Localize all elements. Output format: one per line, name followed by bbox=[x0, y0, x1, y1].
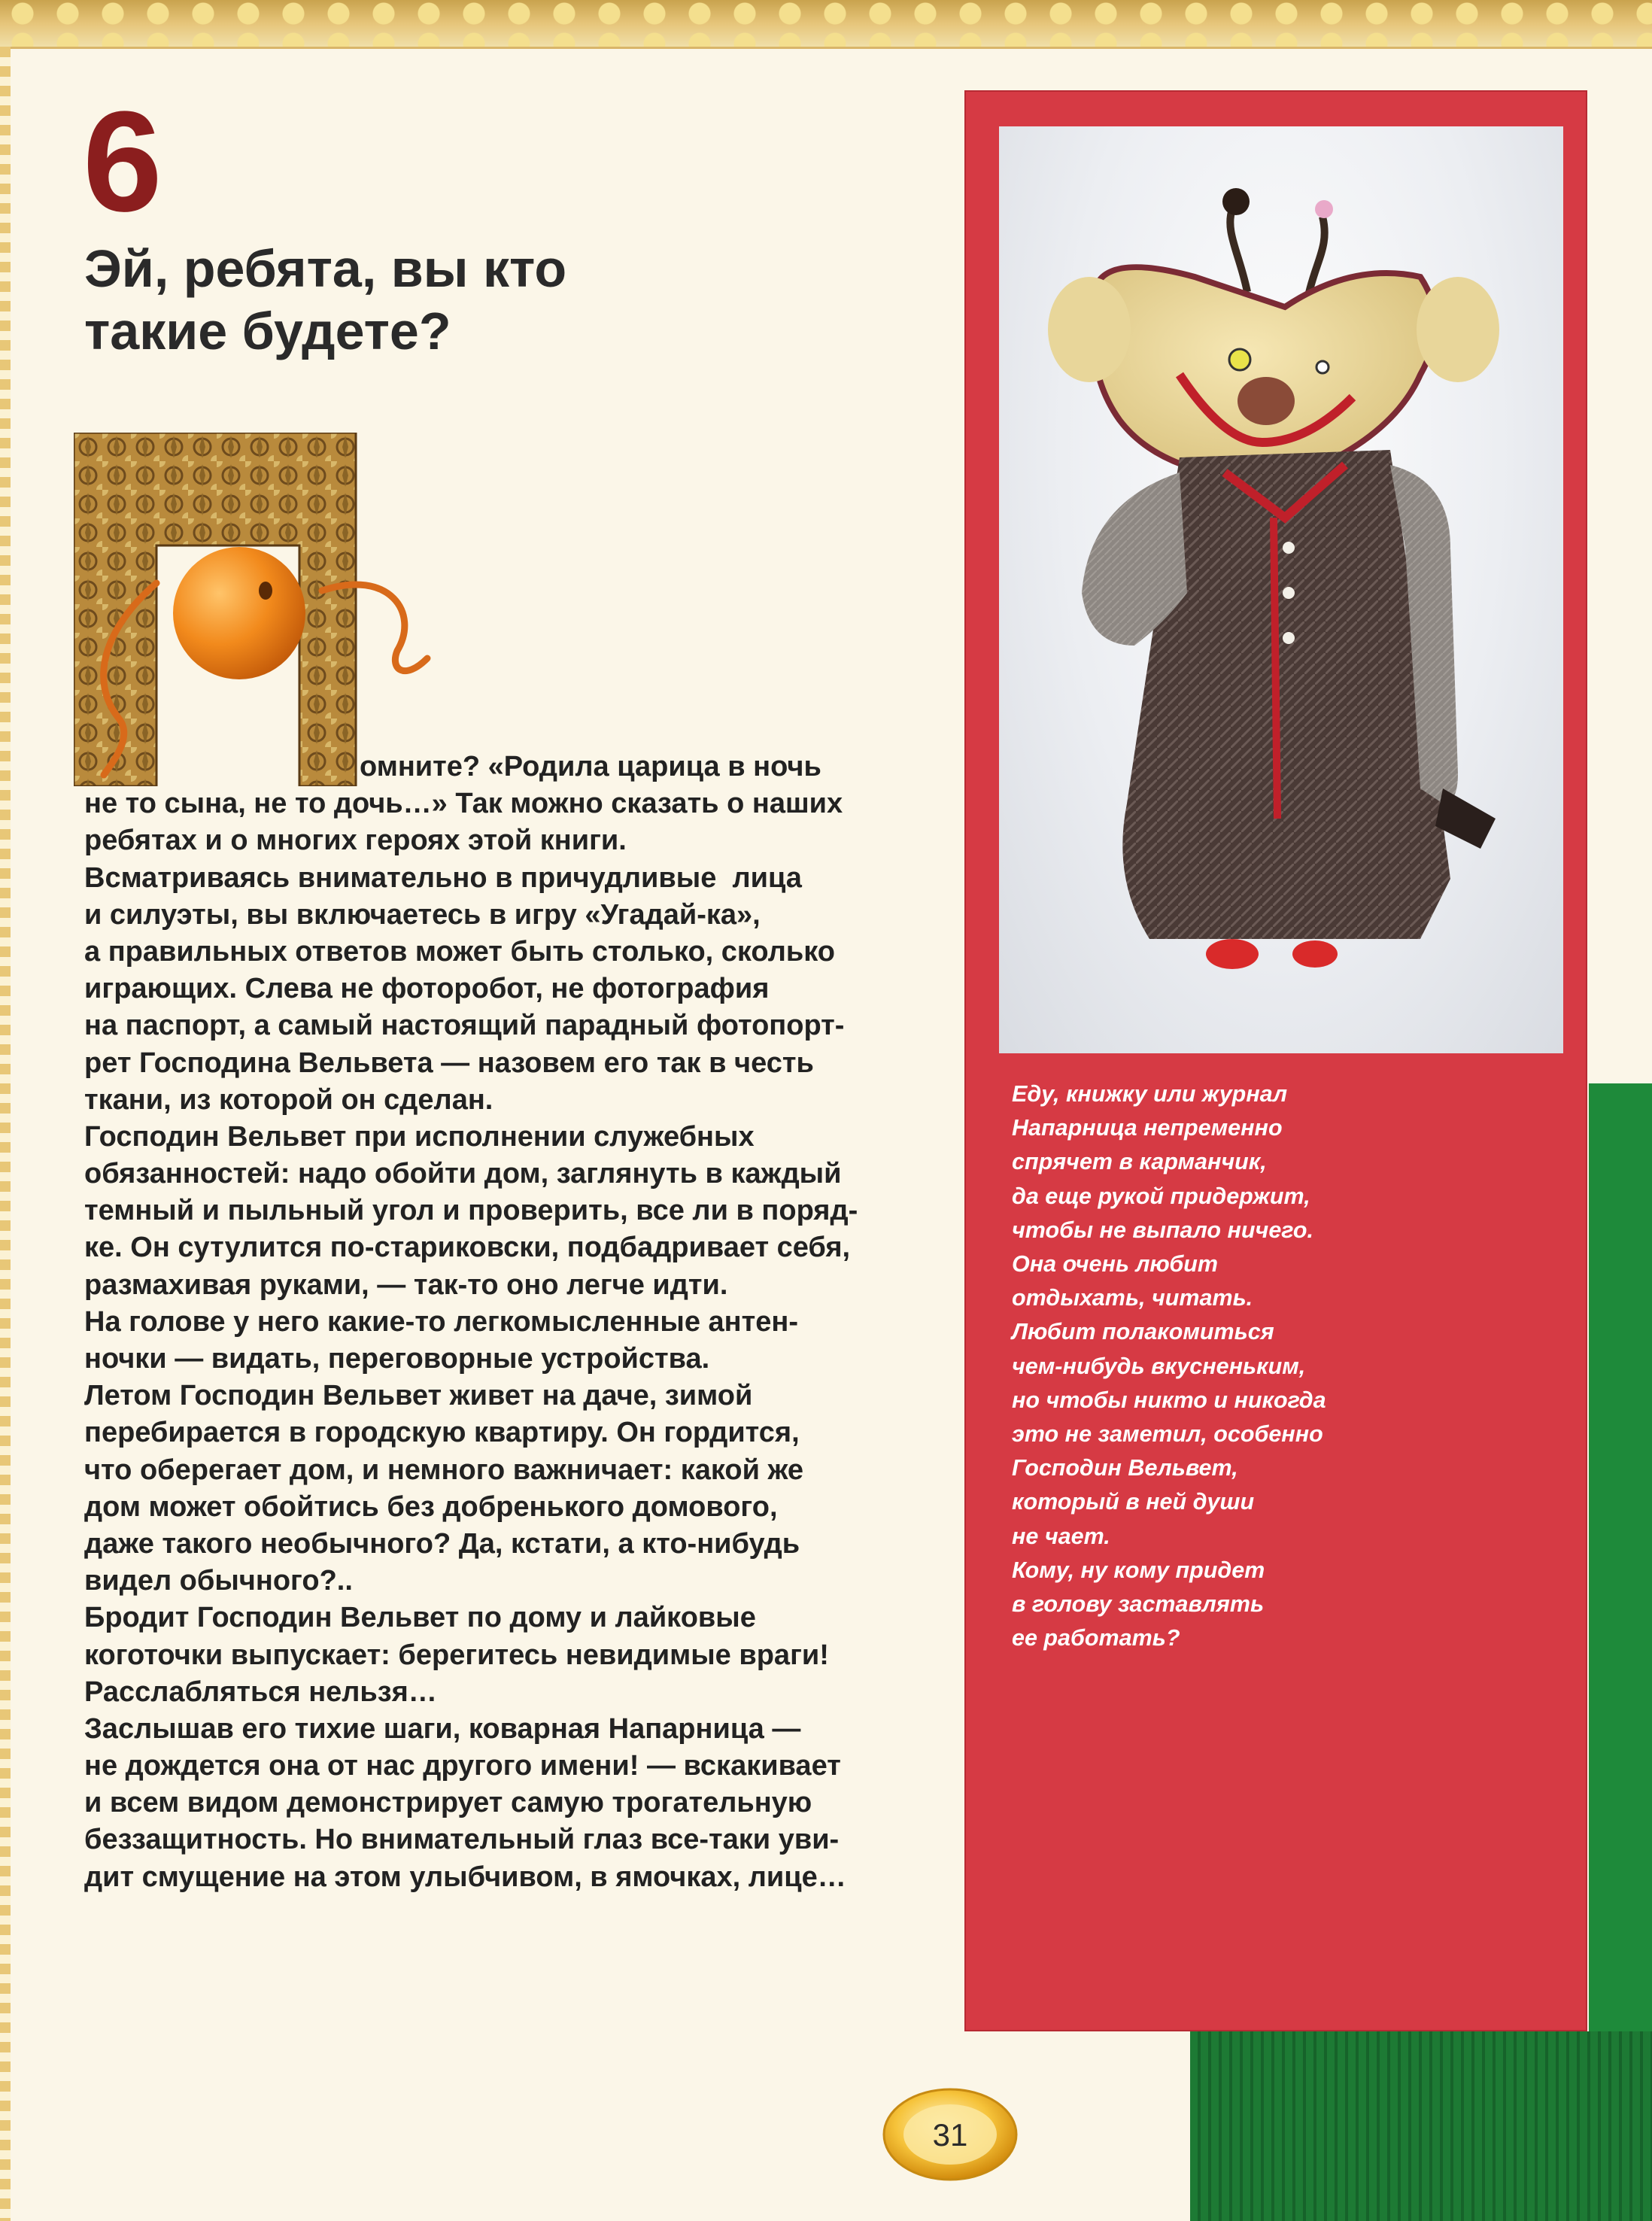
page-number: 31 bbox=[932, 2117, 968, 2153]
body-line: дом может обойтись без добренького домового, bbox=[84, 1490, 778, 1523]
body-line: рет Господина Вельвета — назовем его так в честь bbox=[84, 1047, 814, 1079]
body-line: ке. Он сутулится по-стариковски, подбадривает себя, bbox=[84, 1232, 851, 1264]
doll-illustration bbox=[999, 126, 1563, 1053]
caption-line: Любит полакомиться bbox=[1012, 1319, 1274, 1345]
caption-line: это не заметил, особенно bbox=[1012, 1421, 1323, 1448]
caption-line: да еще рукой придержит, bbox=[1012, 1183, 1310, 1209]
caption-line: отдыхать, читать. bbox=[1012, 1285, 1253, 1311]
body-line: ткани, из которой он сделан. bbox=[84, 1083, 493, 1116]
dropcap-letter-illustration bbox=[74, 433, 563, 786]
caption-line: не чает. bbox=[1012, 1523, 1110, 1549]
body-line: Заслышав его тихие шаги, коварная Напарница — bbox=[84, 1712, 801, 1745]
body-line: омните? «Родила царица в ночь bbox=[360, 751, 821, 782]
caption-line: который в ней души bbox=[1012, 1489, 1255, 1515]
body-line: и силуэты, вы включаетесь в игру «Угадай-ка», bbox=[84, 898, 761, 931]
photo-caption bbox=[1012, 1077, 1463, 1655]
body-line: не дождется она от нас другого имени! — вскакивает bbox=[84, 1750, 841, 1782]
body-line: размахивая руками, — так-то оно легче идти. bbox=[84, 1268, 728, 1301]
caption-line: чтобы не выпало ничего. bbox=[1012, 1217, 1313, 1243]
body-line: обязанностей: надо обойти дом, заглянуть в каждый bbox=[84, 1158, 842, 1190]
body-line: беззащитность. Но внимательный глаз все-таки уви- bbox=[84, 1824, 840, 1856]
title-line-1: Эй, ребята, вы кто bbox=[84, 239, 567, 298]
body-line: не то сына, не то дочь…» Так можно сказать о наших bbox=[84, 788, 843, 820]
body-text bbox=[84, 749, 942, 1896]
caption-line: но чтобы никто и никогда bbox=[1012, 1387, 1326, 1413]
caption-line: Кому, ну кому придет bbox=[1012, 1557, 1265, 1583]
caption-line: в голову заставлять bbox=[1012, 1591, 1265, 1618]
body-line: что оберегает дом, и немного важничает: какой же bbox=[84, 1454, 804, 1486]
body-line: ночки — видать, переговорные устройства. bbox=[84, 1343, 710, 1375]
caption-line: ее работать? bbox=[1012, 1625, 1180, 1651]
caption-line: Господин Вельвет, bbox=[1012, 1455, 1238, 1481]
doll-photo bbox=[999, 126, 1563, 1053]
body-line: коготочки выпускает: берегитесь невидимые враги! bbox=[84, 1639, 829, 1671]
orange-ball bbox=[173, 547, 305, 679]
green-bottom-block bbox=[1190, 2031, 1652, 2221]
body-line: перебирается в городскую квартиру. Он гордится, bbox=[84, 1417, 800, 1449]
body-line: Всматриваясь внимательно в причудливые лица bbox=[84, 861, 802, 894]
body-line: Бродит Господин Вельвет по дому и лайковые bbox=[84, 1602, 756, 1634]
body-line: на паспорт, а самый настоящий парадный фотопорт- bbox=[84, 1010, 845, 1042]
body-line: даже такого необычного? Да, кстати, а кто-нибудь bbox=[84, 1527, 800, 1560]
title-line-2: такие будете? bbox=[84, 301, 451, 360]
body-line: и всем видом демонстрирует самую трогательную bbox=[84, 1787, 812, 1819]
caption-line: Еду, книжку или журнал bbox=[1012, 1081, 1288, 1107]
caption-line: Напарница непременно bbox=[1012, 1115, 1283, 1141]
body-line: видел обычного?.. bbox=[84, 1565, 353, 1597]
body-line: Расслабляться нельзя… bbox=[84, 1676, 437, 1708]
chapter-number: 6 bbox=[83, 82, 162, 242]
decorative-top-border bbox=[0, 0, 1652, 49]
body-line: Господин Вельвет при исполнении служебных bbox=[84, 1120, 755, 1153]
body-line: На голове у него какие-то легкомысленные антен- bbox=[84, 1305, 798, 1338]
decorative-left-border bbox=[0, 47, 11, 2221]
body-line: темный и пыльный угол и проверить, все ли в поряд- bbox=[84, 1195, 858, 1227]
caption-line: чем-нибудь вкусненьким, bbox=[1012, 1353, 1306, 1379]
chapter-title bbox=[84, 238, 912, 362]
body-line: дит смущение на этом улыбчивом, в ямочках, лице… bbox=[84, 1861, 846, 1893]
body-line: играющих. Слева не фоторобот, не фотография bbox=[84, 973, 770, 1005]
body-line: а правильных ответов может быть столько, сколько bbox=[84, 935, 835, 968]
body-line: Летом Господин Вельвет живет на даче, зимой bbox=[84, 1380, 753, 1412]
caption-line: Она очень любит bbox=[1012, 1251, 1219, 1278]
caption-line: спрячет в карманчик, bbox=[1012, 1149, 1267, 1175]
body-line: ребятах и о многих героях этой книги. bbox=[84, 825, 627, 857]
